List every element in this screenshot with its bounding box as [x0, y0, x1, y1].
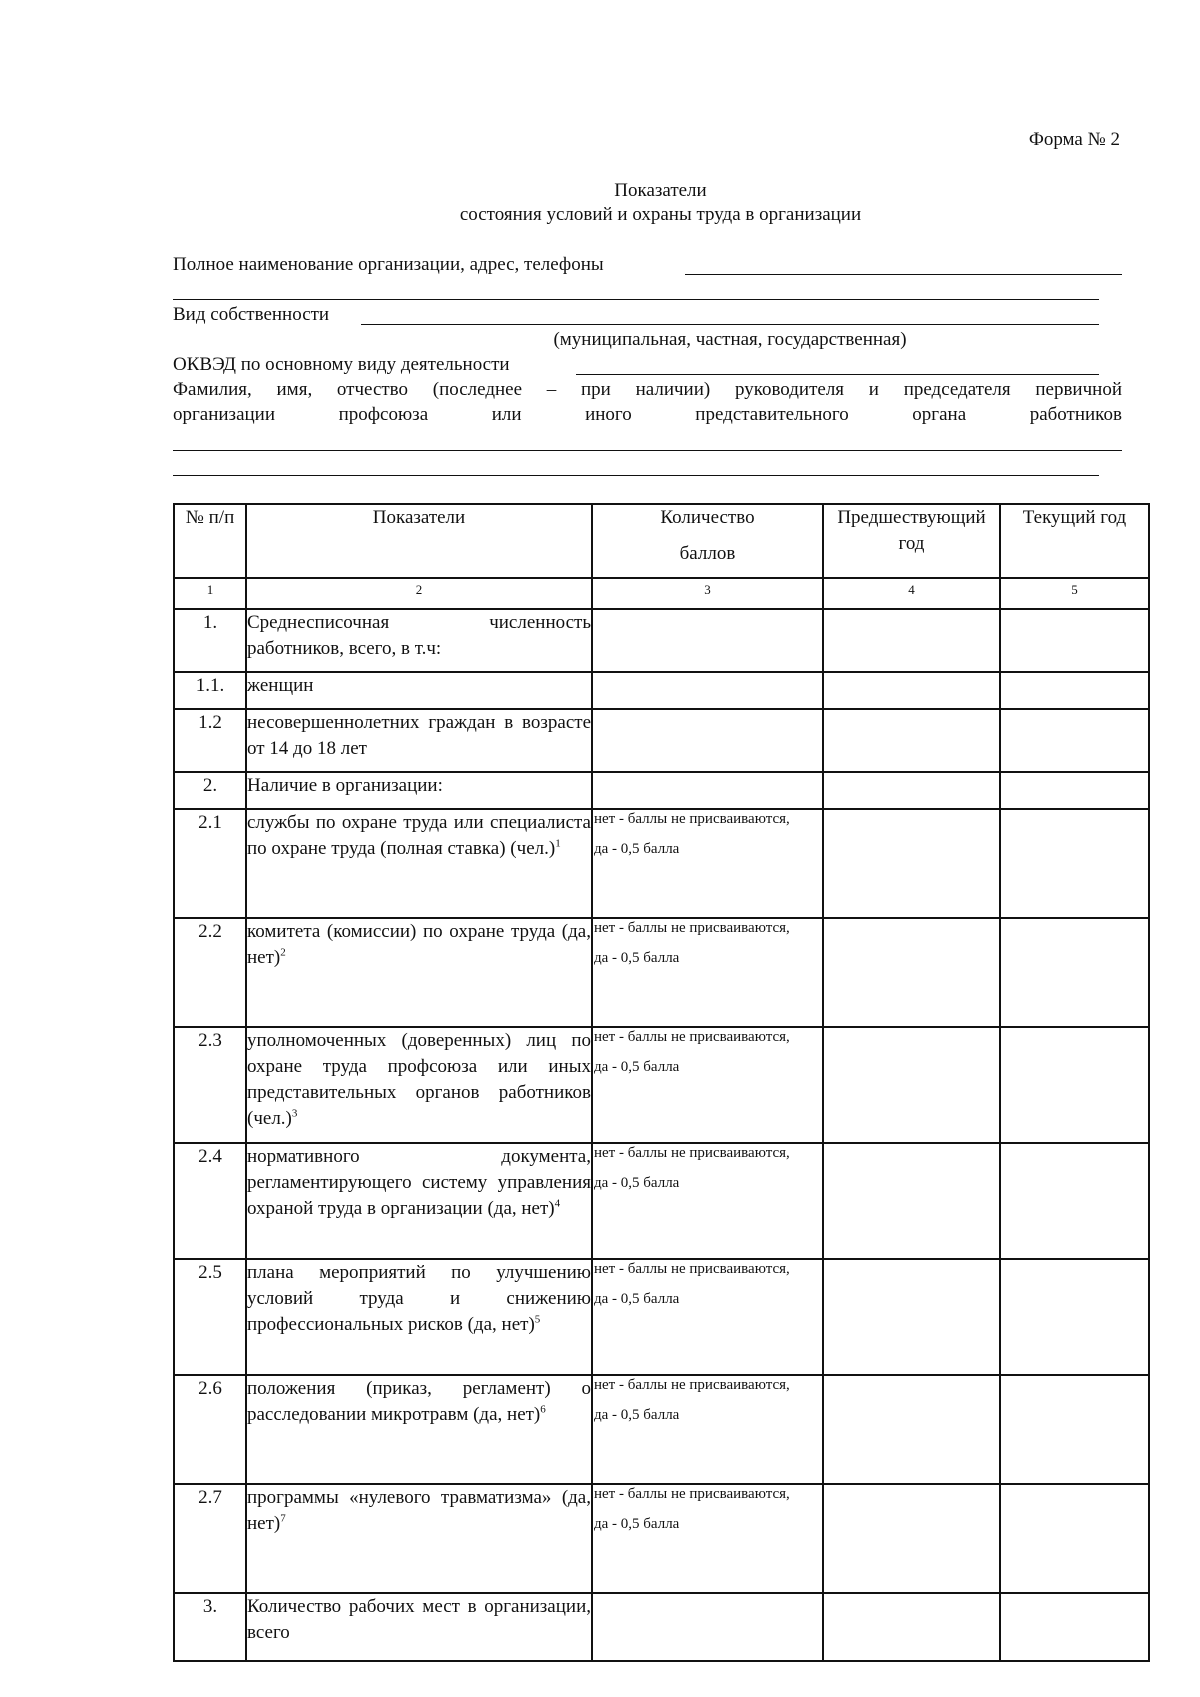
score-yes: да - 0,5 балла	[594, 1516, 680, 1532]
score-no: нет - баллы не присваиваются,	[594, 1377, 790, 1393]
score-yes: да - 0,5 балла	[594, 841, 680, 857]
row-score	[592, 609, 823, 672]
table-row	[174, 1484, 1149, 1593]
table-row	[174, 918, 1149, 1027]
table-row	[174, 1027, 1149, 1143]
indicator-text: службы по охране труда или специалиста по охране труда (полная ставка) (чел.)	[247, 812, 591, 859]
table-row	[174, 1593, 1149, 1661]
row-indicator	[246, 772, 592, 809]
previous-year-cell[interactable]	[823, 918, 1000, 1027]
heads-word: профсоюза	[338, 404, 429, 425]
header-previous-year: Предшествующий год	[823, 504, 1000, 578]
indicator-text: нормативного документа, регламентирующего систему управления охраной труда в организации (да, нет)	[247, 1146, 591, 1219]
row-score	[592, 1375, 823, 1484]
footnote-mark: 5	[534, 1313, 541, 1326]
indicator-text: плана мероприятий по улучшению условий труда и снижению профессиональных рисков (да, нет)	[247, 1262, 591, 1335]
table-row	[174, 1375, 1149, 1484]
row-indicator	[246, 1375, 592, 1484]
current-year-cell[interactable]	[1000, 918, 1149, 1027]
row-number: 2.3	[174, 1027, 246, 1143]
row-number: 1.2	[174, 709, 246, 772]
footnote-mark: 4	[554, 1197, 561, 1210]
table-row	[174, 809, 1149, 918]
org-name-field[interactable]	[685, 274, 1122, 275]
table-index-row	[174, 578, 1149, 609]
header-score	[592, 504, 823, 578]
row-score	[592, 709, 823, 772]
score-yes: да - 0,5 балла	[594, 1407, 680, 1423]
table-row	[174, 1259, 1149, 1375]
row-score	[592, 1484, 823, 1593]
row-score	[592, 1593, 823, 1661]
form-number: Форма № 2	[1028, 129, 1120, 150]
heads-word: органа	[912, 404, 967, 425]
row-indicator	[246, 672, 592, 709]
current-year-cell[interactable]	[1000, 1143, 1149, 1259]
okved-field[interactable]	[576, 374, 1099, 375]
heads-word: иного	[585, 404, 632, 425]
table-row	[174, 709, 1149, 772]
previous-year-cell[interactable]	[823, 1259, 1000, 1375]
ownership-label: Вид собственности	[173, 304, 330, 325]
score-yes: да - 0,5 балла	[594, 1175, 680, 1191]
heads-word: работников	[1029, 404, 1122, 425]
score-yes: да - 0,5 балла	[594, 1059, 680, 1075]
header-score-line2: баллов	[679, 543, 736, 564]
row-number: 3.	[174, 1593, 246, 1661]
heads-word: организации	[173, 404, 276, 425]
footnote-mark: 6	[540, 1403, 546, 1416]
row-score	[592, 772, 823, 809]
row-number: 2.4	[174, 1143, 246, 1259]
previous-year-cell[interactable]	[823, 1027, 1000, 1143]
indicator-text: несовершеннолетних граждан в возрасте от 14 до 18 лет	[247, 712, 591, 759]
table-row	[174, 672, 1149, 709]
index-cell: 5	[1000, 578, 1149, 609]
row-score	[592, 1027, 823, 1143]
org-name-label: Полное наименование организации, адрес, телефоны	[173, 254, 604, 275]
ownership-field[interactable]	[361, 324, 1099, 325]
heads-label-line1: Фамилия, имя, отчество (последнее – при наличии) руководителя и председателя первичной	[173, 379, 1122, 400]
row-number: 2.7	[174, 1484, 246, 1593]
current-year-cell[interactable]	[1000, 1375, 1149, 1484]
current-year-cell[interactable]	[1000, 1484, 1149, 1593]
header-indicators: Показатели	[246, 504, 592, 578]
previous-year-cell[interactable]	[823, 809, 1000, 918]
row-number: 1.1.	[174, 672, 246, 709]
row-score	[592, 1259, 823, 1375]
current-year-cell[interactable]	[1000, 672, 1149, 709]
score-no: нет - баллы не присваиваются,	[594, 920, 790, 936]
row-indicator	[246, 809, 592, 918]
score-no: нет - баллы не присваиваются,	[594, 1261, 790, 1277]
current-year-cell[interactable]	[1000, 1027, 1149, 1143]
indicator-text: уполномоченных (доверенных) лиц по охране труда профсоюза или иных представительных органов работников (чел.)	[247, 1030, 591, 1129]
heads-word: или	[491, 404, 522, 425]
row-indicator	[246, 1143, 592, 1259]
row-score	[592, 918, 823, 1027]
row-indicator	[246, 1259, 592, 1375]
ownership-hint: (муниципальная, частная, государственная)	[553, 329, 907, 350]
footnote-mark: 1	[555, 837, 561, 850]
header-number: № п/п	[174, 504, 246, 578]
current-year-cell[interactable]	[1000, 609, 1149, 672]
table-row	[174, 609, 1149, 672]
row-number: 1.	[174, 609, 246, 672]
row-score	[592, 809, 823, 918]
score-yes: да - 0,5 балла	[594, 950, 680, 966]
row-indicator	[246, 1484, 592, 1593]
row-score	[592, 1143, 823, 1259]
previous-year-cell[interactable]	[823, 772, 1000, 809]
score-no: нет - баллы не присваиваются,	[594, 1145, 790, 1161]
table-row	[174, 772, 1149, 809]
score-no: нет - баллы не присваиваются,	[594, 1486, 790, 1502]
footnote-mark: 7	[280, 1512, 286, 1525]
score-no: нет - баллы не присваиваются,	[594, 811, 790, 827]
document-subtitle: состояния условий и охраны труда в организации	[459, 204, 862, 225]
row-number: 2.1	[174, 809, 246, 918]
heads-field[interactable]	[173, 450, 1122, 451]
indicator-text: Наличие в организации:	[247, 775, 443, 796]
header-score-line1: Количество	[660, 507, 755, 528]
current-year-cell[interactable]	[1000, 709, 1149, 772]
table-row	[174, 1143, 1149, 1259]
header-current-year: Текущий год	[1000, 504, 1149, 578]
heads-label-line2	[173, 403, 1122, 427]
current-year-cell[interactable]	[1000, 1259, 1149, 1375]
indicator-text: Среднесписочная численность работников, всего, в т.ч:	[247, 612, 591, 659]
previous-year-cell[interactable]	[823, 1375, 1000, 1484]
indicator-text: Количество рабочих мест в организации, всего	[247, 1596, 591, 1643]
previous-year-cell[interactable]	[823, 609, 1000, 672]
row-indicator	[246, 1027, 592, 1143]
footnote-mark: 2	[280, 946, 286, 959]
row-indicator	[246, 609, 592, 672]
previous-year-cell[interactable]	[823, 1484, 1000, 1593]
row-score	[592, 672, 823, 709]
index-cell: 2	[246, 578, 592, 609]
org-name-field-continued[interactable]	[173, 299, 1099, 300]
row-number: 2.	[174, 772, 246, 809]
indicator-text: положения (приказ, регламент) о расследовании микротравм (да, нет)	[247, 1378, 591, 1425]
row-indicator	[246, 918, 592, 1027]
previous-year-cell[interactable]	[823, 709, 1000, 772]
table-header-row	[174, 504, 1149, 578]
heads-field-continued[interactable]	[173, 475, 1099, 476]
heads-word: представительного	[695, 404, 849, 425]
score-yes: да - 0,5 балла	[594, 1291, 680, 1307]
document-title: Показатели	[614, 180, 707, 201]
previous-year-cell[interactable]	[823, 672, 1000, 709]
indicator-text: комитета (комиссии) по охране труда (да, нет)	[247, 921, 591, 968]
current-year-cell[interactable]	[1000, 1593, 1149, 1661]
score-no: нет - баллы не присваиваются,	[594, 1029, 790, 1045]
footnote-mark: 3	[291, 1107, 298, 1120]
indicator-text: женщин	[247, 675, 314, 696]
row-number: 2.6	[174, 1375, 246, 1484]
row-indicator	[246, 1593, 592, 1661]
indicator-text: программы «нулевого травматизма» (да, нет)	[247, 1487, 591, 1534]
previous-year-cell[interactable]	[823, 1143, 1000, 1259]
current-year-cell[interactable]	[1000, 809, 1149, 918]
index-cell: 1	[174, 578, 246, 609]
row-indicator	[246, 709, 592, 772]
index-cell: 4	[823, 578, 1000, 609]
okved-label: ОКВЭД по основному виду деятельности	[173, 354, 510, 375]
row-number: 2.2	[174, 918, 246, 1027]
indicators-table	[173, 503, 1150, 1662]
current-year-cell[interactable]	[1000, 772, 1149, 809]
index-cell: 3	[592, 578, 823, 609]
previous-year-cell[interactable]	[823, 1593, 1000, 1661]
row-number: 2.5	[174, 1259, 246, 1375]
